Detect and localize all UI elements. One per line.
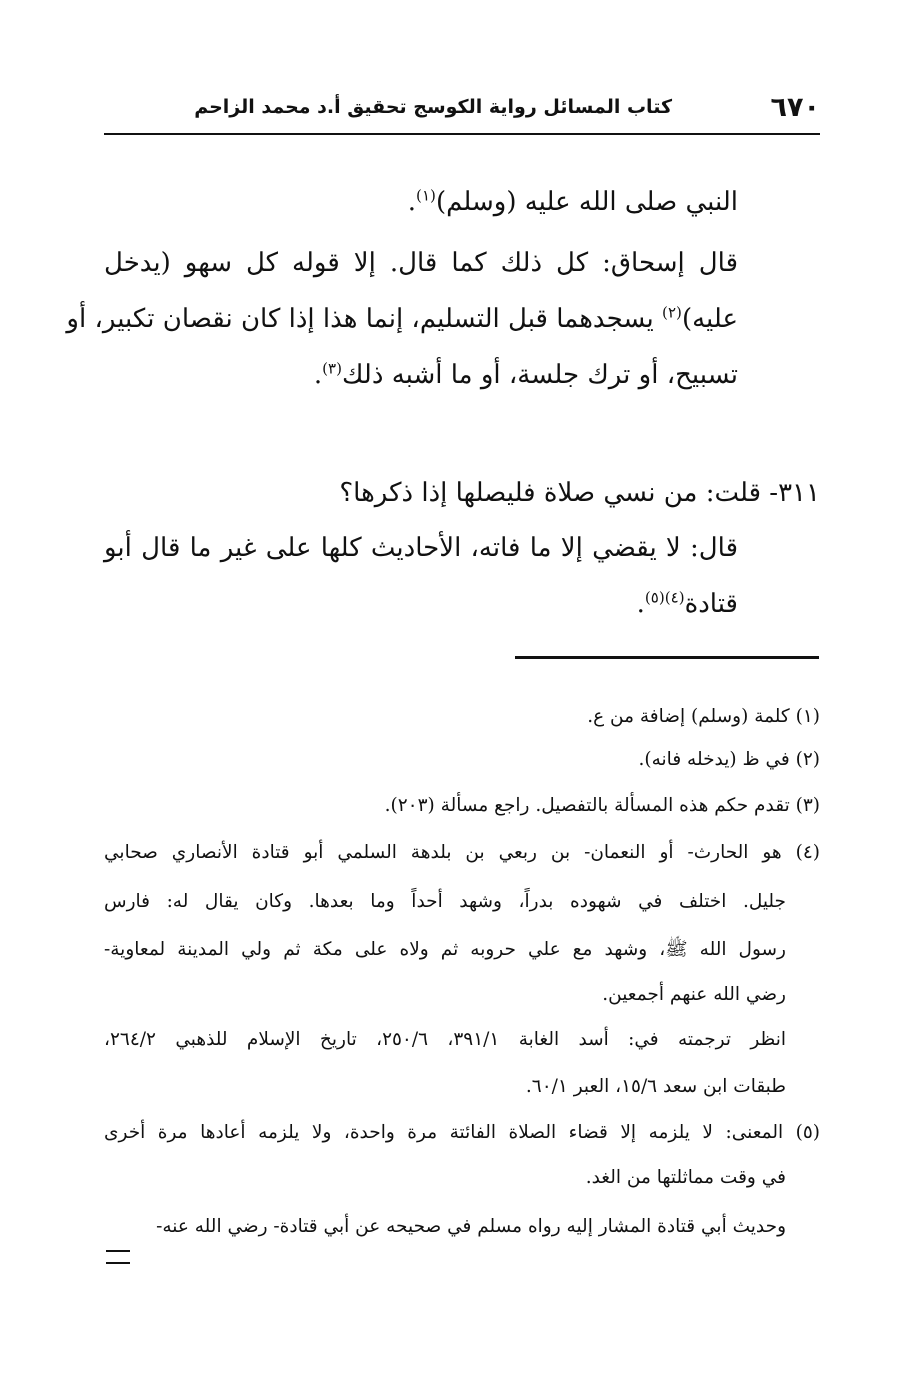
answer-line-1: قال: لا يقضي إلا ما فاته، الأحاديث كلها على غير ما قال أبو: [104, 533, 738, 563]
footnote-5-line-1: (٥) المعنى: لا يلزمه إلا قضاء الصلاة الفائتة مرة واحدة، ولا يلزمه أعادها مرة أخرى: [104, 1122, 820, 1143]
question-number: ٣١١-: [769, 478, 820, 508]
question-text: قلت: من نسي صلاة فليصلها إذا ذكرها؟: [339, 478, 762, 508]
footnote-1: (١) كلمة (وسلم) إضافة من ع.: [587, 706, 820, 727]
footnote-5-line-2: في وقت مماثلتها من الغد.: [585, 1167, 786, 1188]
question-line: [104, 473, 820, 513]
footnote-4-line-4: رضي الله عنهم أجمعين.: [602, 984, 786, 1005]
header-rule: [104, 133, 820, 135]
page-header: [104, 92, 820, 132]
answer-line-2: قتادة$^{(٤)(٥)}$.: [636, 588, 738, 619]
footnote-ref-3: (٣): [322, 359, 343, 378]
footnote-separator: [515, 656, 819, 659]
footnote-4-line-6: طبقات ابن سعد ١٥/٦، العبر ٦٠/١.: [525, 1076, 786, 1097]
footnote-4-line-1: (٤) هو الحارث- أو النعمان- بن ربعي بن بلدهة السلمي أبو قتادة الأنصاري صحابي: [104, 842, 820, 863]
footnote-3: (٣) تقدم حكم هذه المسألة بالتفصيل. راجع مسألة (٢٠٣).: [384, 795, 820, 816]
footnote-5-line-3: وحديث أبي قتادة المشار إليه رواه مسلم في صحيحه عن أبي قتادة- رضي الله عنه-: [156, 1216, 786, 1237]
text-line-2: قال إسحاق: كل ذلك كما قال. إلا قوله كل سهو (يدخل: [104, 248, 738, 278]
footnote-4-line-5: انظر ترجمته في: أسد الغابة ٣٩١/١، ٢٥٠/٦، تاريخ الإسلام للذهبي ٢٦٤/٢،: [104, 1029, 787, 1050]
running-title: كتاب المسائل رواية الكوسج تحقيق أ.د محمد الزاحم: [194, 96, 672, 118]
page-number: ٦٧٠: [770, 92, 820, 123]
footnote-2: (٢) في ظ (يدخله فانه).: [638, 749, 820, 770]
text-line-3: عليه)$^{(٢)}$ يسجدهما قبل التسليم، إنما هذا إذا كان نقصان تكبير، أو: [66, 303, 738, 334]
text-line-4: تسبيح، أو ترك جلسة، أو ما أشبه ذلك$^{(٣)}$.: [313, 359, 738, 390]
text-line-1: النبي صلى الله عليه (وسلم)$^{(١)}$.: [407, 186, 738, 217]
footnote-ref-1: (١): [416, 186, 436, 205]
footnote-ref-2: (٢): [662, 303, 682, 322]
continuation-mark: [106, 1250, 130, 1264]
footnote-ref-4-5: (٤)(٥): [644, 588, 685, 607]
footnote-4-line-2: جليل. اختلف في شهوده بدراً، وشهد أحداً وما بعدها. وكان يقال له: فارس: [104, 891, 786, 912]
footnote-4-line-3: رسول الله ﷺ، وشهد مع علي حروبه ثم ولاه على مكة ثم ولي المدينة لمعاوية-: [104, 939, 786, 960]
